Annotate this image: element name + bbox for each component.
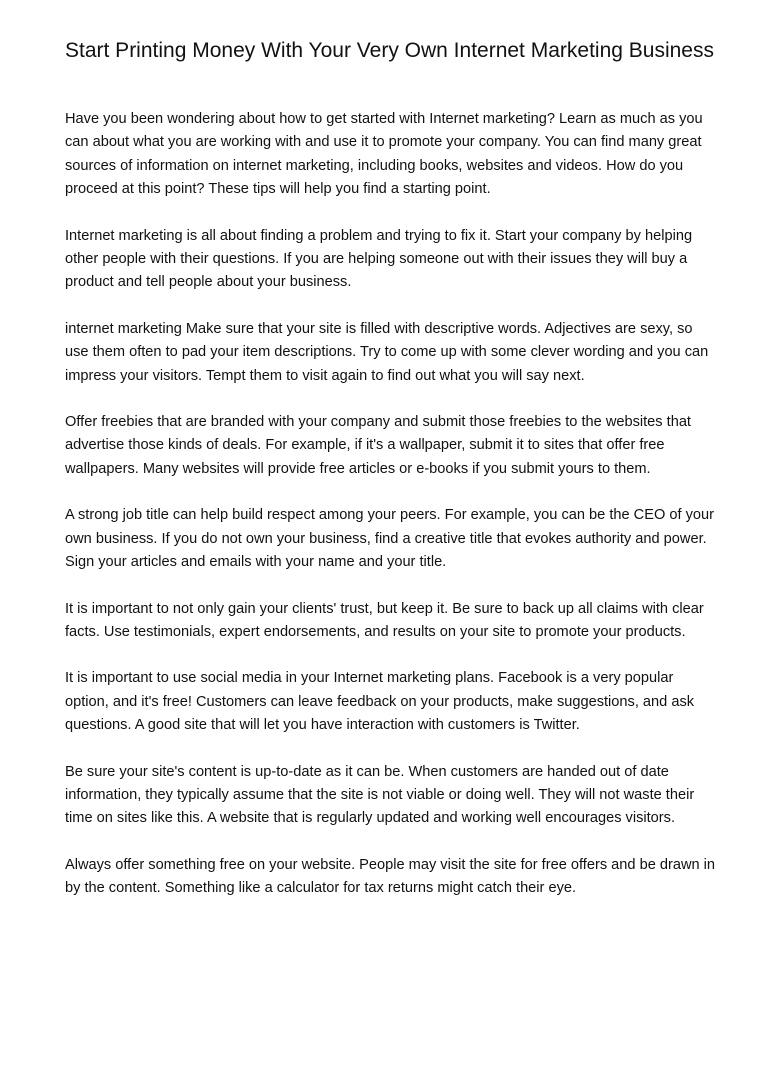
paragraph-7: It is important to use social media in your Internet marketing plans. Facebook is a very popular option, and it's free! Customers can leave feedback on your products, make suggestions, and ask questions. A good site that will let you have interaction with customers is Twitter.	[65, 670, 695, 734]
paragraph-5: A strong job title can help build respect among your peers. For example, you can be the CEO of your own business. If you do not own your business, find a creative title that evokes authority and power. Sign your articles and emails with your name and your title.	[65, 507, 714, 571]
paragraph-3: internet marketing Make sure that your site is filled with descriptive words. Adjectives are sexy, so use them often to pad your item descriptions. Try to come up with some clever wording and you can impress your visitors. Tempt them to visit again to find out what you will say next.	[65, 320, 709, 384]
paragraph-1: Have you been wondering about how to get started with Internet marketing? Learn as much as you can about what you are working with and use it to promote your company. You can find many great sources of information on internet marketing, including books, websites and videos. How do you proceed at this point? These tips will help you find a starting point.	[65, 111, 703, 198]
paragraph-6: It is important to not only gain your clients' trust, but keep it. Be sure to back up all claims with clear facts. Use testimonials, expert endorsements, and results on your site to promote your products.	[65, 600, 704, 640]
document-title: Start Printing Money With Your Very Own Internet Marketing Business	[65, 39, 714, 62]
paragraph-9: Always offer something free on your website. People may visit the site for free offers and be drawn in by the content. Something like a calculator for tax returns might catch their eye.	[65, 856, 716, 897]
paragraph-2: Internet marketing is all about finding a problem and trying to fix it. Start your company by helping other people with their questions. If you are helping someone out with their issues they will buy a product and tell people about your business.	[65, 227, 693, 291]
document-body	[65, 108, 717, 924]
paragraph-8: Be sure your site's content is up-to-date as it can be. When customers are handed out of date information, they typically assume that the site is not viable or doing well. They will not waste their time on sites like this. A website that is regularly updated and working well encourages visitors.	[65, 763, 695, 827]
paragraph-4: Offer freebies that are branded with your company and submit those freebies to the websites that advertise those kinds of deals. For example, if it's a wallpaper, submit it to sites that offer free wallpapers. Many websites will provide free articles or e-books if you submit yours to them.	[65, 414, 691, 477]
